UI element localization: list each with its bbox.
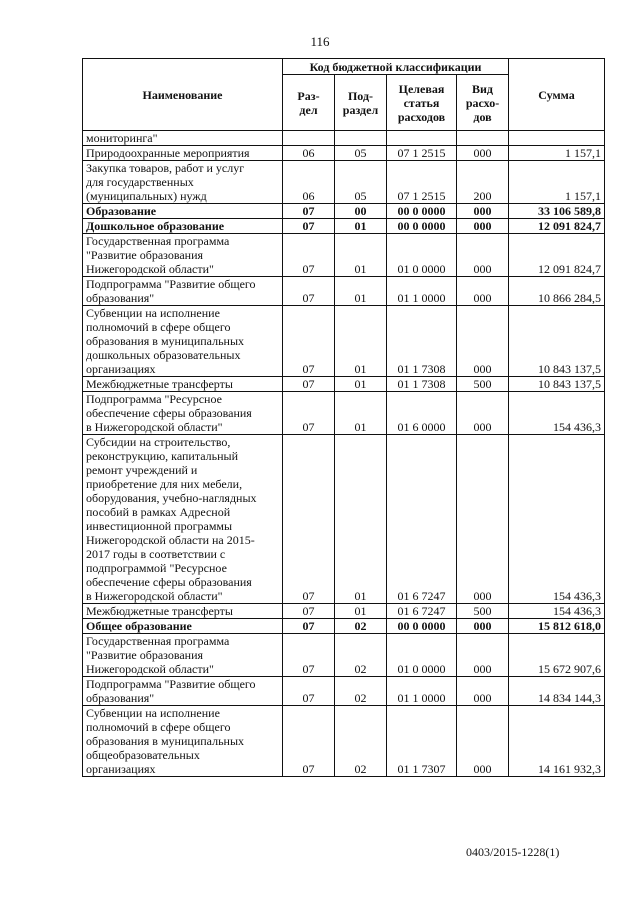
- row-target-article: 07 1 2515: [387, 161, 457, 204]
- row-subsection: 02: [335, 619, 387, 634]
- row-target-article: 01 6 7247: [387, 435, 457, 604]
- row-sum: [509, 131, 605, 146]
- row-name: Подпрограмма "Развитие общего образования": [83, 677, 283, 706]
- row-section: 07: [283, 219, 335, 234]
- row-sum: 1 157,1: [509, 146, 605, 161]
- row-section: 07: [283, 234, 335, 277]
- row-subsection: 02: [335, 634, 387, 677]
- row-sum: 1 157,1: [509, 161, 605, 204]
- row-name: Закупка товаров, работ и услуг для государственных (муниципальных) нужд: [83, 161, 283, 204]
- row-name: Субвенции на исполнение полномочий в сфере общего образования в муниципальных общеобразовательных организациях: [83, 706, 283, 777]
- table-row: [83, 706, 605, 777]
- table-row: [83, 204, 605, 219]
- table-row: [83, 306, 605, 377]
- row-target-article: 01 1 7308: [387, 306, 457, 377]
- table-body: [83, 131, 605, 777]
- row-subsection: 01: [335, 377, 387, 392]
- row-subsection: 01: [335, 392, 387, 435]
- row-name: мониторинга": [83, 131, 283, 146]
- row-name: Подпрограмма "Развитие общего образования": [83, 277, 283, 306]
- row-subsection: 01: [335, 234, 387, 277]
- row-expenditure-type: 000: [457, 706, 509, 777]
- row-section: 07: [283, 435, 335, 604]
- row-subsection: [335, 131, 387, 146]
- row-name: Общее образование: [83, 619, 283, 634]
- row-name: Межбюджетные трансферты: [83, 377, 283, 392]
- row-sum: 10 866 284,5: [509, 277, 605, 306]
- row-sum: 154 436,3: [509, 604, 605, 619]
- row-sum: 12 091 824,7: [509, 219, 605, 234]
- table-row: [83, 277, 605, 306]
- row-target-article: 01 0 0000: [387, 234, 457, 277]
- table-row: [83, 634, 605, 677]
- row-section: 07: [283, 604, 335, 619]
- row-expenditure-type: 000: [457, 306, 509, 377]
- row-section: 07: [283, 204, 335, 219]
- row-section: 06: [283, 146, 335, 161]
- row-sum: 154 436,3: [509, 392, 605, 435]
- row-expenditure-type: 500: [457, 604, 509, 619]
- table-row: [83, 146, 605, 161]
- row-subsection: 02: [335, 677, 387, 706]
- header-sum: Сумма: [509, 59, 605, 131]
- row-name: Дошкольное образование: [83, 219, 283, 234]
- header-classification: Код бюджетной классификации: [283, 59, 509, 75]
- row-expenditure-type: 000: [457, 146, 509, 161]
- row-target-article: 00 0 0000: [387, 204, 457, 219]
- table-row: [83, 161, 605, 204]
- row-target-article: 01 1 7308: [387, 377, 457, 392]
- header-target-article: Целевая статья расходов: [387, 75, 457, 131]
- row-target-article: [387, 131, 457, 146]
- row-section: 06: [283, 161, 335, 204]
- row-section: 07: [283, 306, 335, 377]
- table-row: [83, 619, 605, 634]
- row-expenditure-type: 000: [457, 619, 509, 634]
- row-expenditure-type: 000: [457, 392, 509, 435]
- table-row: [83, 219, 605, 234]
- row-subsection: 02: [335, 706, 387, 777]
- table-row: [83, 377, 605, 392]
- row-expenditure-type: 200: [457, 161, 509, 204]
- table-row: [83, 677, 605, 706]
- header-expenditure-type: Вид расхо- дов: [457, 75, 509, 131]
- row-target-article: 01 1 0000: [387, 277, 457, 306]
- page-number: 116: [310, 34, 330, 49]
- row-sum: 33 106 589,8: [509, 204, 605, 219]
- table-header: [83, 59, 605, 131]
- row-expenditure-type: 000: [457, 634, 509, 677]
- row-expenditure-type: 000: [457, 204, 509, 219]
- row-target-article: 01 1 7307: [387, 706, 457, 777]
- row-expenditure-type: 000: [457, 277, 509, 306]
- row-sum: 10 843 137,5: [509, 377, 605, 392]
- row-section: 07: [283, 634, 335, 677]
- row-subsection: 05: [335, 146, 387, 161]
- row-target-article: 01 6 0000: [387, 392, 457, 435]
- table-row: [83, 604, 605, 619]
- row-sum: 15 672 907,6: [509, 634, 605, 677]
- row-expenditure-type: [457, 131, 509, 146]
- row-section: 07: [283, 392, 335, 435]
- row-subsection: 01: [335, 435, 387, 604]
- row-target-article: 07 1 2515: [387, 146, 457, 161]
- row-name: Субвенции на исполнение полномочий в сфере общего образования в муниципальных дошкольных образовательных организациях: [83, 306, 283, 377]
- row-expenditure-type: 500: [457, 377, 509, 392]
- document-code: 0403/2015-1228(1): [466, 845, 560, 859]
- row-sum: 14 161 932,3: [509, 706, 605, 777]
- row-name: Подпрограмма "Ресурсное обеспечение сферы образования в Нижегородской области": [83, 392, 283, 435]
- row-expenditure-type: 000: [457, 219, 509, 234]
- row-subsection: 01: [335, 604, 387, 619]
- row-section: 07: [283, 619, 335, 634]
- row-target-article: 01 6 7247: [387, 604, 457, 619]
- row-subsection: 01: [335, 306, 387, 377]
- row-sum: 154 436,3: [509, 435, 605, 604]
- header-section: Раз- дел: [283, 75, 335, 131]
- header-name: Наименование: [83, 59, 283, 131]
- row-section: [283, 131, 335, 146]
- row-section: 07: [283, 706, 335, 777]
- table-row: [83, 131, 605, 146]
- row-sum: 12 091 824,7: [509, 234, 605, 277]
- row-subsection: 01: [335, 219, 387, 234]
- row-name: Субсидии на строительство, реконструкцию, капитальный ремонт учреждений и приобретение для них мебели, оборудования, учебно-наглядных пособий в рамках Адресной инвестиционной программы Нижегородской области на 2015- 2017 годы в соответствии с подпрограммой "Ресурсное обеспечение сферы образования в Нижегородской области": [83, 435, 283, 604]
- table-row: [83, 435, 605, 604]
- row-name: Государственная программа "Развитие образования Нижегородской области": [83, 234, 283, 277]
- row-target-article: 00 0 0000: [387, 619, 457, 634]
- row-name: Межбюджетные трансферты: [83, 604, 283, 619]
- row-section: 07: [283, 377, 335, 392]
- row-subsection: 00: [335, 204, 387, 219]
- table-row: [83, 234, 605, 277]
- row-name: Государственная программа "Развитие образования Нижегородской области": [83, 634, 283, 677]
- row-section: 07: [283, 677, 335, 706]
- row-section: 07: [283, 277, 335, 306]
- table-row: [83, 392, 605, 435]
- row-expenditure-type: 000: [457, 677, 509, 706]
- row-expenditure-type: 000: [457, 234, 509, 277]
- row-sum: 15 812 618,0: [509, 619, 605, 634]
- row-name: Природоохранные мероприятия: [83, 146, 283, 161]
- row-name: Образование: [83, 204, 283, 219]
- row-subsection: 05: [335, 161, 387, 204]
- row-target-article: 01 0 0000: [387, 634, 457, 677]
- row-target-article: 01 1 0000: [387, 677, 457, 706]
- row-expenditure-type: 000: [457, 435, 509, 604]
- row-target-article: 00 0 0000: [387, 219, 457, 234]
- budget-table: [82, 58, 605, 777]
- row-sum: 10 843 137,5: [509, 306, 605, 377]
- row-subsection: 01: [335, 277, 387, 306]
- row-sum: 14 834 144,3: [509, 677, 605, 706]
- header-subsection: Под- раздел: [335, 75, 387, 131]
